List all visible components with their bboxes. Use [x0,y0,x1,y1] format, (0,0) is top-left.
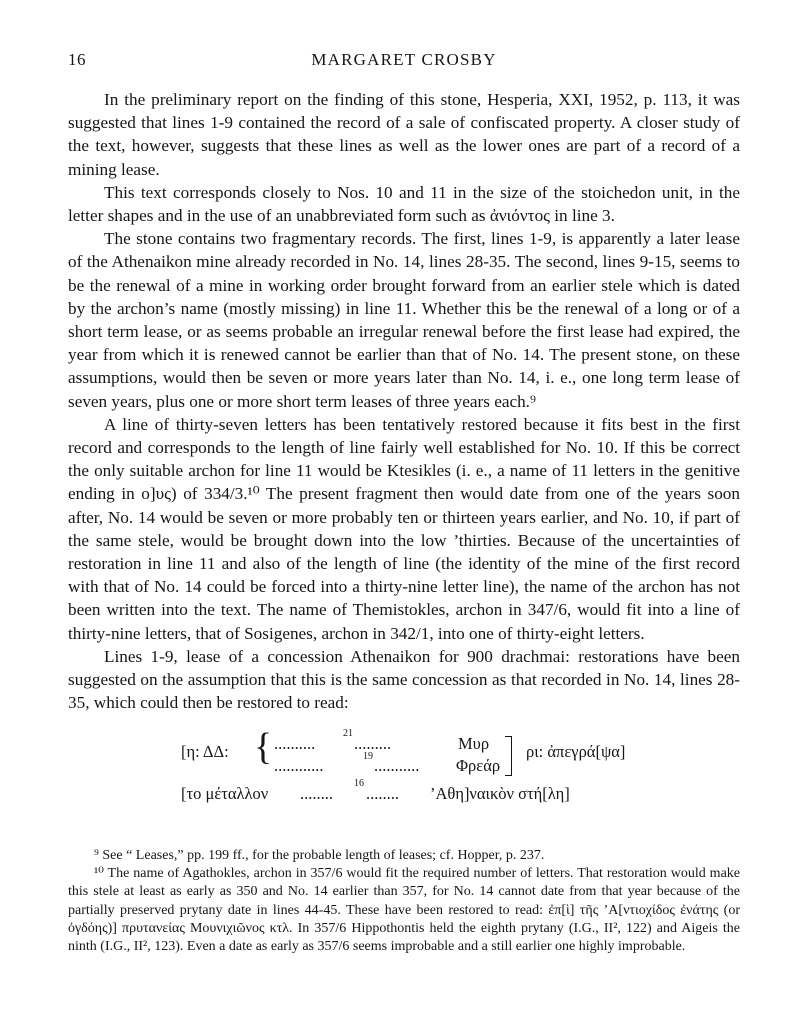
restoration-prefix: [η: ΔΔ: [181,742,229,762]
paragraph-3: The stone contains two fragmentary records. The first, lines 1-9, is apparently a later lease of the Athenaikon mine already recorded in No. 14, lines 28-35. The second, lines 9-15, seems to be the renewal of a mine in working order brought forward from an earlier stele which is dated by the archon’s name (mostly missing) in line 11. Whether this be the renewal of a long or of a short term lease, or as seems probable an irregular renewal before the first lease had expired, the year from which it is renewed cannot be earlier than that of No. 14. The present stone, on these assumptions, would then be seven or more years later than No. 14, i. e., one long term lease of seven years, plus one or more short term leases of three years each.⁹ [68,229,740,411]
paragraph-5: Lines 1-9, lease of a concession Athenaikon for 900 drachmai: restorations have been suggested on the assumption that this is the same concession as that recorded in No. 14, lines 28-35, which could then be restored to read: [68,646,740,713]
footnote-10: ¹⁰ The name of Agathokles, archon in 357/6 would fit the required number of letters. That restoration would make this stele at least as early as 350 and No. 14 earlier than 357, for No. 14 cannot date from that year because of the partially preserved prytany date in lines 44-45. These have been restored to read: ἐπ[ὶ] τῆς ’Α[ντιοχίδος ἐνάτης (or ὀγδόης)] πρυτανείας Μουνιχιῶνος κτλ. In 357/6 Hippothontis held the eighth prytany (I.G., II², 122) and Aigeis the ninth (I.G., II², 123). Even a date as early as 357/6 seems improbable and a still earlier one highly improbable. [68,866,740,955]
letter-count-19: 19 [363,751,373,763]
letter-count-21: 21 [343,728,353,740]
running-head: MARGARET CROSBY [311,50,497,69]
restoration-dots-1b: ......... [354,734,392,754]
restoration-dots-3a: ........ [300,784,333,804]
right-bracket [505,736,512,776]
restoration-dots-2a: ............ [274,756,324,776]
page [68,0,740,1024]
paragraph-4: A line of thirty-seven letters has been tentatively restored because it fits best in the first record and corresponds to the length of line fairly well established for No. 10. If this be correct the only suitable archon for line 11 would be Ktesikles (i. e., a name of 11 letters in the genitive ending in ο]υς) of 334/3.¹⁰ The present fragment then would date from one of the years soon after, No. 14 would be seven or more probably ten or thirteen years earlier, and No. 10, if part of the same stele, would be brought down into the low ’thirties. Because of the uncertainties of restoration in line 11 and also of the length of line (the identity of the mine of the first record with that of No. 14 could be forced into a thirty-nine letter line), the name of the archon has not been written into the text. The name of Themistokles, archon in 347/6, would fit into a line of thirty-nine letters, that of Sosigenes, archon in 342/1, into one of thirty-eight letters. [68,414,740,643]
paragraph-1: In the preliminary report on the finding of this stone, Hesperia, XXI, 1952, p. 113, it was suggested that lines 1-9 contained the record of a sale of confiscated property. A closer study of the text, however, suggests that these lines as well as the lower ones are part of a record of a mining lease. [68,90,740,179]
restoration-text [68,726,740,814]
restoration-prefix-3: [το μέταλλον [181,784,269,804]
footnotes [68,847,740,956]
restoration-word-3: ’Αθη]ναικὸν στή[λη] [430,784,570,804]
page-header [68,50,740,74]
restoration-dots-2b: ........... [374,756,420,776]
restoration-dots-3b: ........ [366,784,399,804]
paragraph-2: This text corresponds closely to Nos. 10 and 11 in the size of the stoichedon unit, in the letter shapes and in the use of an unabbreviated form such as ἀνιόντος in line 3. [68,182,740,226]
restoration-word-1: Μυρ [458,734,490,754]
restoration-dots-1a: .......... [274,734,316,754]
letter-count-16: 16 [354,778,364,790]
restoration-right-text: ρι: ἀπεγρά[ψα] [526,742,626,762]
page-number: 16 [68,50,86,69]
body-text [68,88,740,814]
footnote-9: ⁹ See “ Leases,” pp. 199 ff., for the probable length of leases; cf. Hopper, p. 237. [94,848,545,863]
restoration-word-2: Φρεάρ [456,756,501,776]
left-brace: { [254,726,273,769]
